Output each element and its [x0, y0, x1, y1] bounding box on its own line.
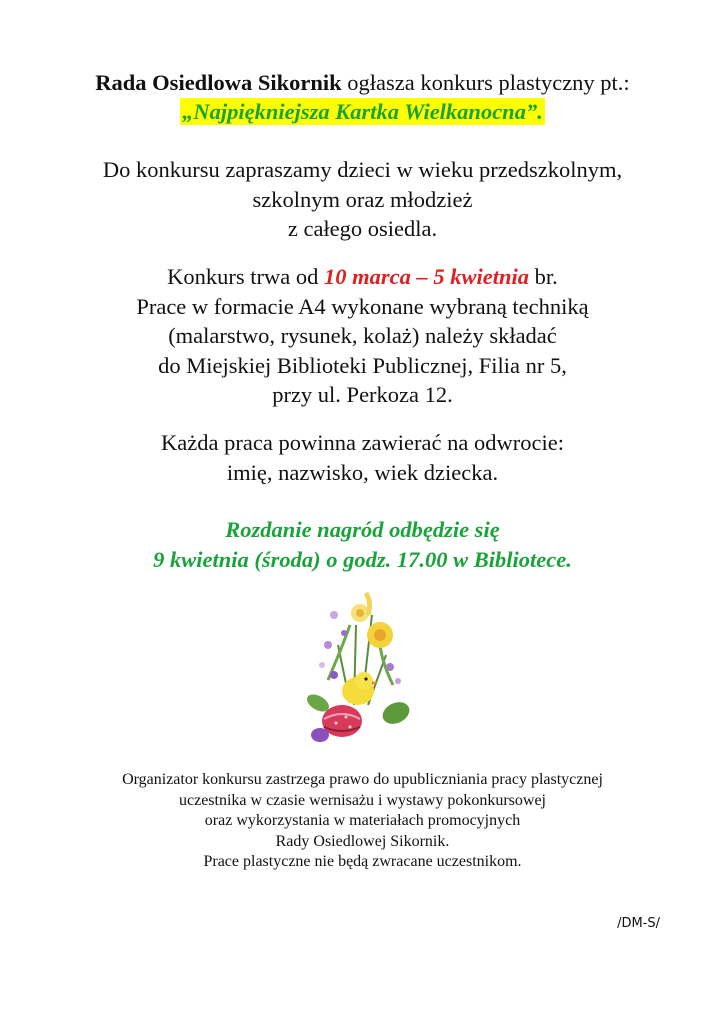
rules-line: przy ul. Perkoza 12. — [272, 382, 453, 407]
contest-dates: 10 marca – 5 kwietnia — [324, 264, 530, 289]
rules-paragraph — [0, 262, 725, 410]
invitation-line: z całego osiedla. — [287, 216, 438, 241]
duration-line — [0, 262, 725, 292]
note-line: Rady Osiedlowej Sikornik. — [275, 832, 450, 850]
rules-line: do Miejskiej Biblioteki Publicznej, Filia nr 5, — [158, 352, 567, 378]
duration-prefix: Konkurs trwa od — [167, 264, 325, 289]
back-of-work-paragraph — [0, 428, 725, 487]
note-line: Organizator konkursu zastrzega prawo do upubliczniania pracy plastycznej — [122, 771, 603, 788]
organizer-name: Rada Osiedlowa Sikornik — [95, 70, 342, 95]
rules-line: (malarstwo, rysunek, kolaż) należy składać — [168, 323, 557, 348]
duration-suffix: br. — [529, 264, 558, 289]
contest-title-line — [0, 97, 725, 126]
rules-line: Prace w formacie A4 wykonane wybraną techniką — [136, 293, 589, 319]
note-line: oraz wykorzystania w materiałach promocyjnych — [204, 812, 521, 829]
invitation-line: Do konkursu zapraszamy dzieci w wieku przedszkolnym, — [102, 157, 623, 182]
note-line: uczestnika w czasie wernisażu i wystawy pokonkursowej — [179, 791, 546, 809]
award-line: 9 kwietnia (środa) o godz. 17.00 w Bibliotece. — [153, 546, 572, 572]
easter-flowers-chick-egg-icon — [298, 585, 418, 755]
contest-title: „Najpiękniejsza Kartka Wielkanocna”. — [182, 99, 543, 124]
note-line: Prace plastyczne nie będą zwracane uczestnikom. — [203, 853, 522, 870]
invitation-line: szkolnym oraz młodzież — [252, 186, 473, 212]
header — [0, 68, 725, 126]
invitation-paragraph — [0, 155, 725, 244]
award-line: Rozdanie nagród odbędzie się — [225, 517, 500, 542]
award-paragraph — [0, 515, 725, 574]
announcement-text: ogłasza konkurs plastyczny pt.: — [341, 70, 630, 95]
back-line: Każda praca powinna zawierać na odwrocie: — [161, 430, 564, 455]
header-line — [0, 68, 725, 97]
back-line: imię, nazwisko, wiek dziecka. — [226, 459, 499, 485]
author-signature: /DM-S/ — [617, 916, 660, 931]
organizer-note — [0, 770, 725, 873]
